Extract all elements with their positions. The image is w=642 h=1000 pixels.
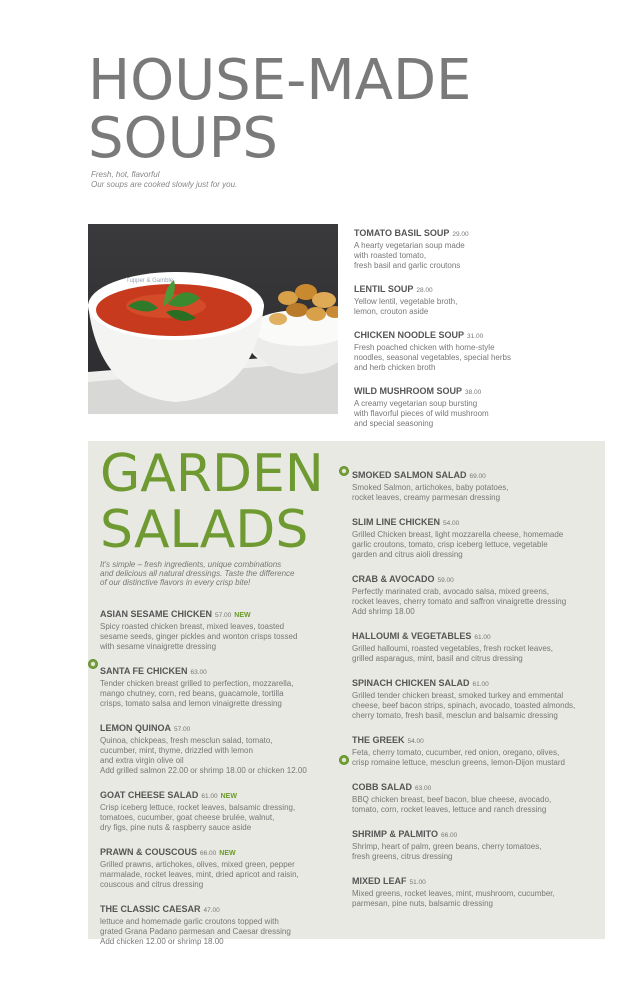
menu-item bbox=[100, 604, 330, 652]
soups-tagline-line1: Fresh, hot, flavorful bbox=[91, 170, 160, 179]
menu-item bbox=[352, 824, 604, 862]
item-price: 66.00 bbox=[200, 850, 217, 857]
item-description-line: Mixed greens, rocket leaves, mint, mushroom, cucumber, bbox=[352, 889, 555, 898]
item-description-line: with sesame vinaigrette dressing bbox=[100, 642, 217, 651]
item-name: COBB SALAD bbox=[352, 782, 412, 792]
menu-item bbox=[100, 718, 330, 776]
item-description-line: cucumber, mint, thyme, drizzled with lemon bbox=[100, 746, 253, 755]
menu-item bbox=[354, 279, 599, 317]
soup-list bbox=[354, 223, 599, 437]
salads-right-column bbox=[352, 465, 604, 918]
item-name: MIXED LEAF bbox=[352, 876, 407, 886]
menu-item bbox=[352, 512, 604, 560]
item-description bbox=[352, 889, 604, 909]
soup-photo bbox=[88, 224, 338, 414]
item-price: 54.00 bbox=[443, 520, 460, 527]
item-description-line: cherry tomato, fresh basil, mesclun and balsamic dressing bbox=[352, 711, 558, 720]
soups-tagline bbox=[91, 170, 237, 190]
item-name: CHICKEN NOODLE SOUP bbox=[354, 330, 465, 340]
item-description-line: crisp romaine lettuce, mesclun greens, lemon-Dijon mustard bbox=[352, 758, 565, 767]
menu-item bbox=[100, 785, 330, 833]
item-description-line: A hearty vegetarian soup made bbox=[354, 241, 465, 250]
item-description-line: A creamy vegetarian soup bursting bbox=[354, 399, 478, 408]
item-description-line: Perfectly marinated crab, avocado salsa, mixed greens, bbox=[352, 587, 549, 596]
item-description-line: Fresh poached chicken with home-style bbox=[354, 343, 495, 352]
item-description-line: with flavorful pieces of wild mushroom bbox=[354, 409, 489, 418]
salads-tagline bbox=[100, 560, 330, 587]
menu-item bbox=[100, 661, 330, 709]
item-description-line: Add grilled salmon 22.00 or shrimp 18.00 or chicken 12.00 bbox=[100, 766, 307, 775]
item-name: TOMATO BASIL SOUP bbox=[354, 228, 450, 238]
item-description bbox=[352, 587, 604, 617]
item-description bbox=[352, 795, 604, 815]
item-description-line: fresh greens, citrus dressing bbox=[352, 852, 453, 861]
item-name: SMOKED SALMON SALAD bbox=[352, 470, 467, 480]
menu-item bbox=[354, 325, 599, 373]
item-description-line: cheese, beef bacon strips, spinach, avocado, toasted almonds, bbox=[352, 701, 576, 710]
item-description-line: Quinoa, chickpeas, fresh mesclun salad, tomato, bbox=[100, 736, 273, 745]
menu-item bbox=[352, 673, 604, 721]
salads-title-line2: SALADS bbox=[100, 500, 309, 560]
new-badge: NEW bbox=[234, 612, 251, 619]
item-description-line: and herb chicken broth bbox=[354, 363, 436, 372]
menu-item bbox=[354, 381, 599, 429]
item-price: 59.00 bbox=[437, 577, 454, 584]
menu-item bbox=[100, 842, 330, 890]
item-description-line: BBQ chicken breast, beef bacon, blue cheese, avocado, bbox=[352, 795, 552, 804]
item-description-line: grilled asparagus, mint, basil and citrus dressing bbox=[352, 654, 523, 663]
item-description bbox=[100, 917, 330, 947]
salads-tagline-line: It's simple – fresh ingredients, unique combinations bbox=[100, 560, 282, 569]
item-name: WILD MUSHROOM SOUP bbox=[354, 386, 462, 396]
item-description-line: Crisp iceberg lettuce, rocket leaves, balsamic dressing, bbox=[100, 803, 296, 812]
item-name: SANTA FE CHICKEN bbox=[100, 666, 188, 676]
item-name: LENTIL SOUP bbox=[354, 284, 414, 294]
item-price: 69.00 bbox=[469, 473, 486, 480]
soups-title bbox=[88, 48, 472, 171]
new-badge: NEW bbox=[220, 793, 237, 800]
item-description-line: Spicy roasted chicken breast, mixed leaves, toasted bbox=[100, 622, 285, 631]
item-description bbox=[352, 644, 604, 664]
item-name: THE CLASSIC CAESAR bbox=[100, 904, 201, 914]
salads-left-column bbox=[100, 604, 330, 956]
item-description-line: Feta, cherry tomato, cucumber, red onion, oregano, olives, bbox=[352, 748, 560, 757]
item-description bbox=[100, 736, 330, 776]
item-price: 31.00 bbox=[467, 333, 484, 340]
item-description-line: and extra virgin olive oil bbox=[100, 756, 184, 765]
item-price: 57.00 bbox=[215, 612, 232, 619]
item-description-line: grated Grana Padano parmesan and Caesar dressing bbox=[100, 927, 291, 936]
soups-title-line2: SOUPS bbox=[88, 106, 278, 171]
item-description-line: garlic croutons, tomato, crisp iceberg lettuce, vegetable bbox=[352, 540, 548, 549]
item-description bbox=[354, 399, 599, 429]
item-price: 63.00 bbox=[190, 669, 207, 676]
item-description-line: Smoked Salmon, artichokes, baby potatoes, bbox=[352, 483, 509, 492]
item-description-line: noodles, seasonal vegetables, special herbs bbox=[354, 353, 511, 362]
item-description-line: Grilled tender chicken breast, smoked turkey and emmental bbox=[352, 691, 564, 700]
menu-item bbox=[352, 569, 604, 617]
item-description bbox=[100, 622, 330, 652]
menu-item bbox=[354, 223, 599, 271]
item-description bbox=[352, 530, 604, 560]
menu-item bbox=[352, 777, 604, 815]
item-price: 57.00 bbox=[174, 726, 191, 733]
item-price: 47.00 bbox=[203, 907, 220, 914]
item-description bbox=[352, 483, 604, 503]
item-description-line: rocket leaves, cherry tomato and saffron vinaigrette dressing bbox=[352, 597, 567, 606]
item-description bbox=[352, 842, 604, 862]
menu-item bbox=[352, 626, 604, 664]
item-price: 54.00 bbox=[407, 738, 424, 745]
salads-tagline-line: and delicious all natural dressings. Taste the difference bbox=[100, 569, 295, 578]
leaf-icon bbox=[88, 659, 98, 669]
menu-item bbox=[352, 465, 604, 503]
item-description bbox=[100, 803, 330, 833]
new-badge: NEW bbox=[219, 850, 236, 857]
item-description bbox=[352, 691, 604, 721]
item-name: THE GREEK bbox=[352, 735, 405, 745]
item-name: ASIAN SESAME CHICKEN bbox=[100, 609, 213, 619]
leaf-icon bbox=[339, 466, 349, 476]
item-description-line: lemon, crouton aside bbox=[354, 307, 429, 316]
item-description-line: Shrimp, heart of palm, green beans, cherry tomatoes, bbox=[352, 842, 542, 851]
item-name: SHRIMP & PALMITO bbox=[352, 829, 439, 839]
item-description-line: crisps, tomato salsa and lemon vinaigrette dressing bbox=[100, 699, 282, 708]
item-description-line: with roasted tomato, bbox=[354, 251, 427, 260]
item-description-line: Grilled halloumi, roasted vegetables, fresh rocket leaves, bbox=[352, 644, 553, 653]
item-name: SLIM LINE CHICKEN bbox=[352, 517, 441, 527]
item-description bbox=[352, 748, 604, 768]
item-description-line: Tender chicken breast grilled to perfection, mozzarella, bbox=[100, 679, 294, 688]
item-description-line: and special seasoning bbox=[354, 419, 434, 428]
item-name: HALLOUMI & VEGETABLES bbox=[352, 631, 472, 641]
item-description-line: marmalade, rocket leaves, mint, dried apricot and raisin, bbox=[100, 870, 299, 879]
item-name: LEMON QUINOA bbox=[100, 723, 171, 733]
item-description-line: sesame seeds, ginger pickles and wonton crisps tossed bbox=[100, 632, 298, 641]
salads-title-line1: GARDEN bbox=[100, 444, 324, 504]
item-description-line: dry figs, pine nuts & raspberry sauce aside bbox=[100, 823, 252, 832]
salads-tagline-line: of our distinctive flavors in every crisp bite! bbox=[100, 578, 251, 587]
item-description-line: parmesan, pine nuts, balsamic dressing bbox=[352, 899, 493, 908]
item-description bbox=[100, 679, 330, 709]
item-price: 66.00 bbox=[441, 832, 458, 839]
item-price: 61.00 bbox=[474, 634, 491, 641]
item-description-line: tomatoes, cucumber, goat cheese brulée, walnut, bbox=[100, 813, 275, 822]
item-price: 29.00 bbox=[452, 231, 469, 238]
menu-item bbox=[100, 899, 330, 947]
item-description bbox=[354, 297, 599, 317]
item-description-line: Grilled prawns, artichokes, olives, mixed green, pepper bbox=[100, 860, 295, 869]
item-price: 28.00 bbox=[416, 287, 433, 294]
item-price: 61.00 bbox=[201, 793, 218, 800]
item-description-line: garden and citrus aioli dressing bbox=[352, 550, 463, 559]
salads-title bbox=[100, 446, 324, 558]
item-description-line: Add chicken 12.00 or shrimp 18.00 bbox=[100, 937, 224, 946]
soups-tagline-line2: Our soups are cooked slowly just for you. bbox=[91, 180, 238, 189]
item-name: SPINACH CHICKEN SALAD bbox=[352, 678, 470, 688]
item-description bbox=[100, 860, 330, 890]
item-description-line: couscous and citrus dressing bbox=[100, 880, 204, 889]
item-name: PRAWN & COUSCOUS bbox=[100, 847, 198, 857]
item-name: GOAT CHEESE SALAD bbox=[100, 790, 199, 800]
item-description-line: fresh basil and garlic croutons bbox=[354, 261, 461, 270]
item-description bbox=[354, 241, 599, 271]
item-price: 38.00 bbox=[465, 389, 482, 396]
item-description-line: tomato, corn, rocket leaves, lettuce and ranch dressing bbox=[352, 805, 547, 814]
leaf-icon bbox=[339, 755, 349, 765]
item-description bbox=[354, 343, 599, 373]
soups-title-line1: HOUSE-MADE bbox=[88, 48, 472, 113]
menu-item bbox=[352, 871, 604, 909]
menu-item bbox=[352, 730, 604, 768]
item-description-line: Yellow lentil, vegetable broth, bbox=[354, 297, 458, 306]
soup-bowl-image bbox=[88, 224, 338, 414]
item-description-line: rocket leaves, creamy parmesan dressing bbox=[352, 493, 501, 502]
item-price: 51.00 bbox=[409, 879, 426, 886]
item-description-line: Add shrimp 18.00 bbox=[352, 607, 415, 616]
item-price: 61.00 bbox=[472, 681, 489, 688]
item-price: 63.00 bbox=[415, 785, 432, 792]
item-name: CRAB & AVOCADO bbox=[352, 574, 435, 584]
item-description-line: mango chutney, corn, red beans, guacamole, tortilla bbox=[100, 689, 284, 698]
item-description-line: lettuce and homemade garlic croutons topped with bbox=[100, 917, 279, 926]
bowl-brand-text: Tupper & Gamble bbox=[126, 278, 174, 284]
item-description-line: Grilled Chicken breast, light mozzarella cheese, homemade bbox=[352, 530, 564, 539]
